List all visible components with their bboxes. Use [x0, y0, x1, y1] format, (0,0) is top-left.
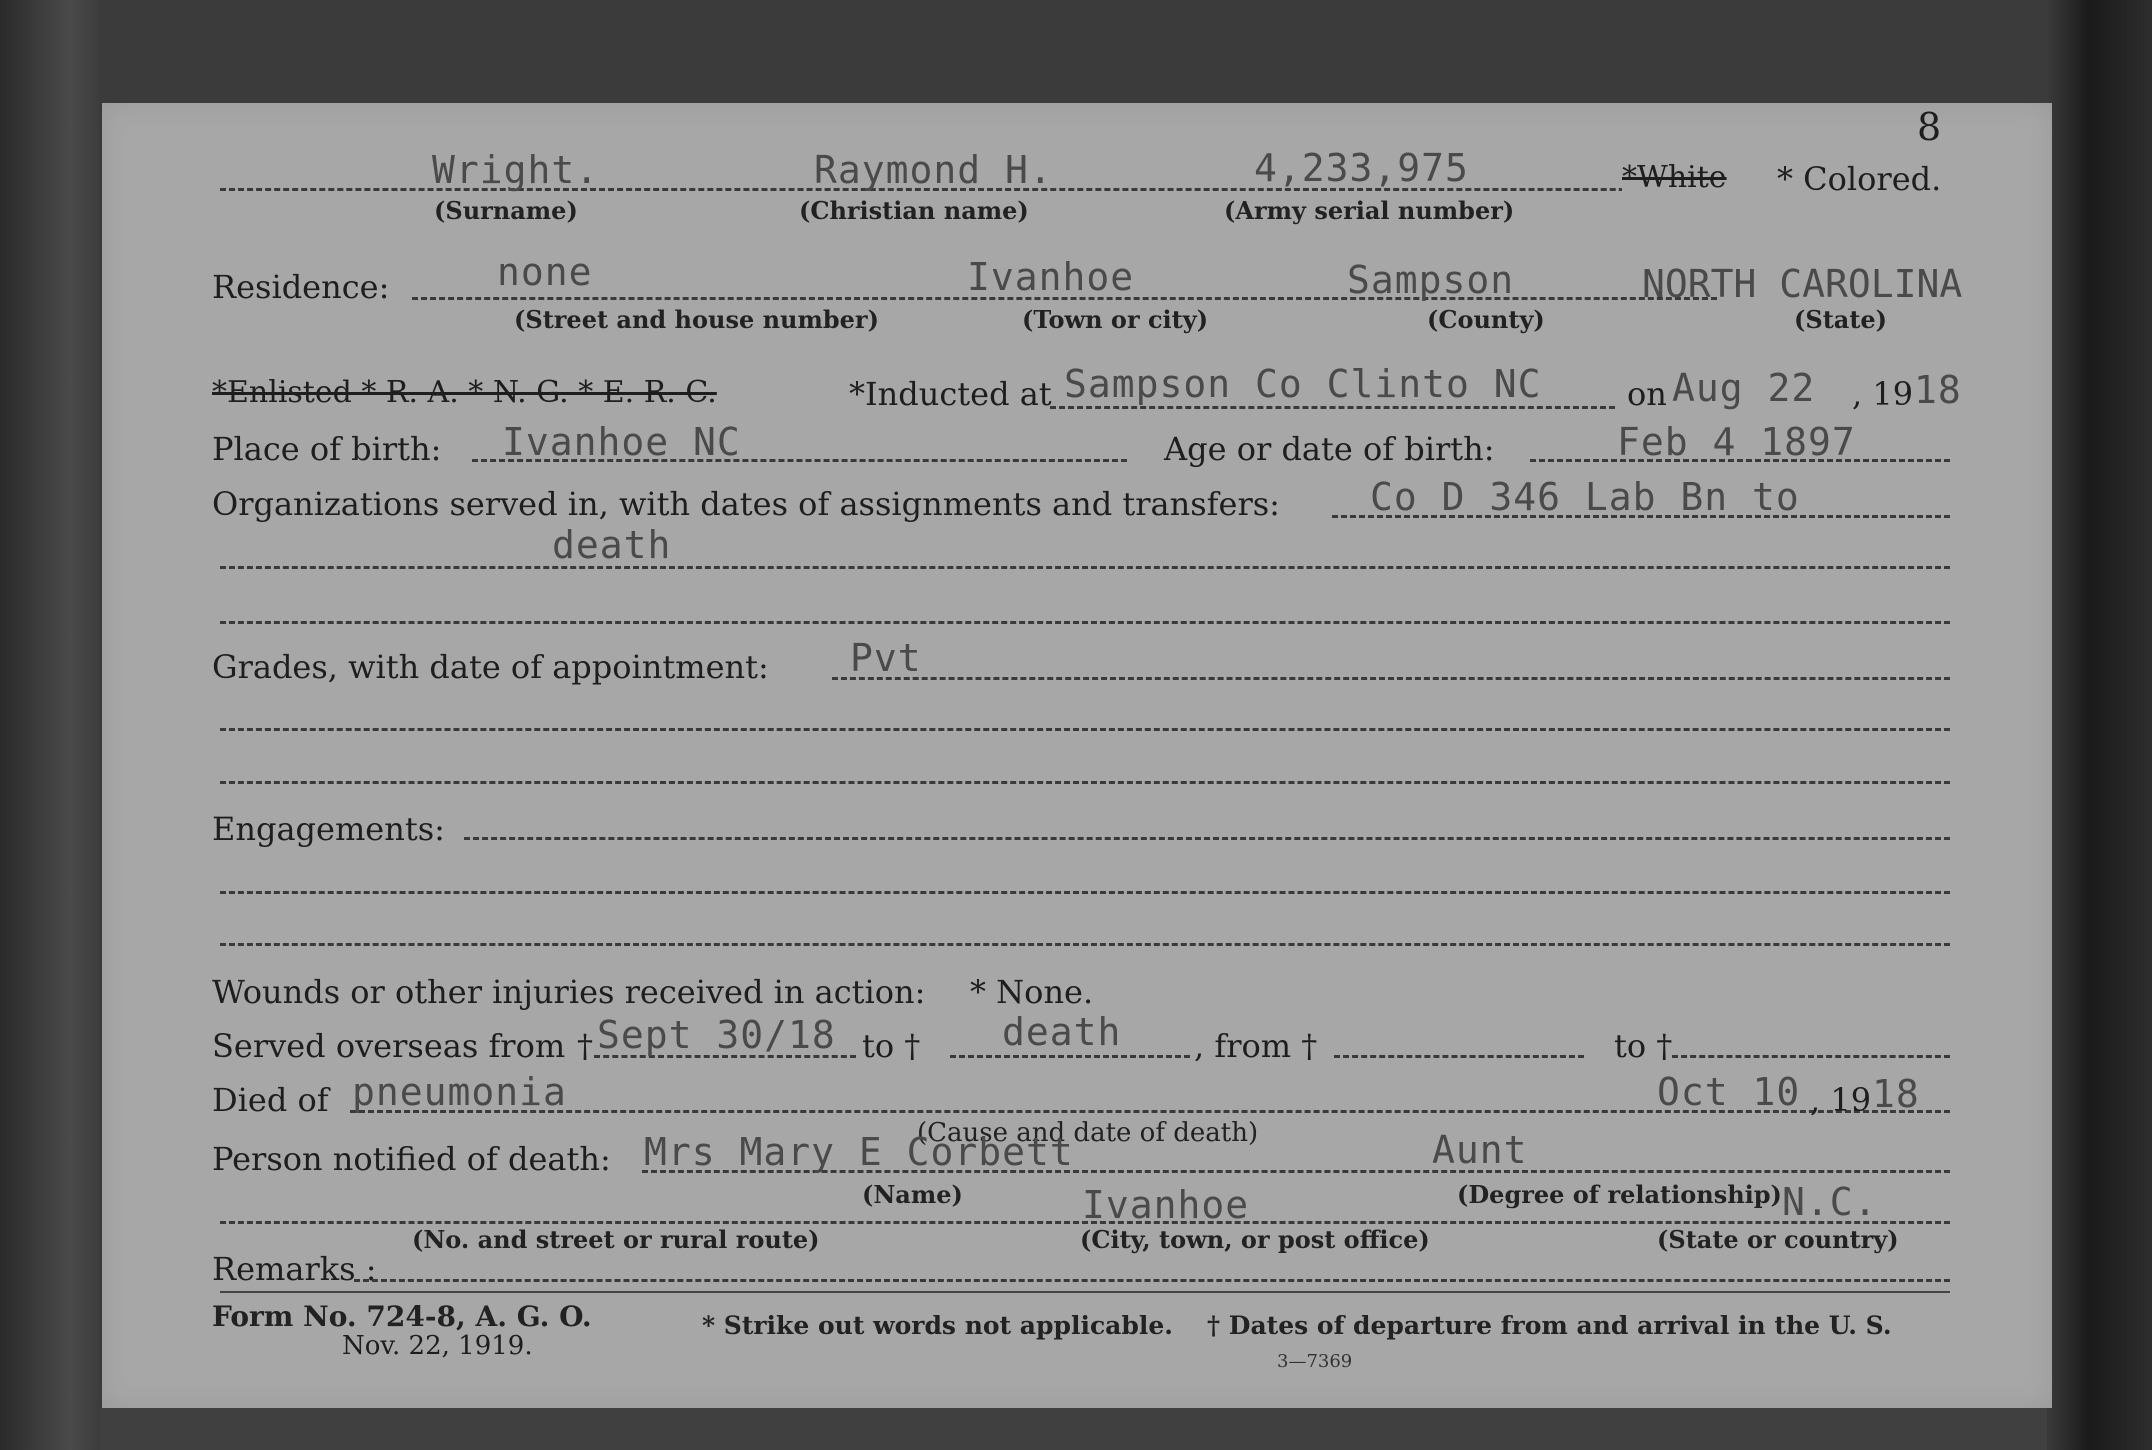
engagements-line-1: [464, 837, 1950, 840]
footer-rule: [220, 1291, 1950, 1293]
inducted-label: *Inducted at: [849, 375, 1052, 413]
street-caption: (Street and house number): [514, 305, 879, 334]
death-caption: (Cause and date of death): [917, 1118, 1259, 1148]
state-caption: (State): [1794, 305, 1888, 334]
overseas-from2-line: [1334, 1055, 1584, 1058]
overseas-from-value: Sept 30/18: [597, 1013, 836, 1057]
race-colored: * Colored.: [1777, 160, 1942, 198]
state-value: NORTH CAROLINA: [1642, 262, 1963, 306]
death-year-suffix: 18: [1872, 1072, 1920, 1116]
service-record-card: [102, 103, 2052, 1408]
engagements-label: Engagements:: [212, 810, 445, 848]
county-value: Sampson: [1347, 258, 1515, 302]
serial-number-value: 4,233,975: [1254, 146, 1469, 190]
wounds-value: * None.: [970, 973, 1094, 1011]
died-of-label: Died of: [212, 1081, 329, 1119]
grades-line-1: [832, 677, 1950, 680]
organizations-line-2: [220, 566, 1950, 569]
state-country-caption: (State or country): [1657, 1225, 1899, 1254]
serial-number-caption: (Army serial number): [1224, 196, 1515, 225]
inducted-date-value: Aug 22: [1672, 366, 1816, 410]
town-value: Ivanhoe: [967, 255, 1135, 299]
grades-line-3: [220, 781, 1950, 784]
grades-value: Pvt: [850, 636, 922, 680]
inducted-line: [1050, 406, 1615, 409]
notified-state-value: N.C.: [1782, 1180, 1878, 1224]
overseas-to2-label: to †: [1614, 1027, 1673, 1065]
surname-caption: (Surname): [434, 196, 578, 225]
wounds-label: Wounds or other injuries received in action:: [212, 973, 926, 1011]
overseas-dagger: †: [577, 1027, 593, 1065]
notified-name-value: Mrs Mary E Corbett: [644, 1130, 1074, 1174]
relationship-value: Aunt: [1432, 1128, 1528, 1172]
background-right: [2047, 0, 2152, 1450]
christian-name-caption: (Christian name): [799, 196, 1029, 225]
race-white-struck: *White: [1622, 160, 1727, 195]
overseas-from2-label: , from †: [1194, 1027, 1318, 1065]
age-label: Age or date of birth:: [1164, 430, 1495, 468]
organizations-value-2: death: [552, 523, 672, 567]
cause-of-death-value: pneumonia: [352, 1070, 567, 1114]
place-of-birth-value: Ivanhoe NC: [502, 420, 741, 464]
background-top: [100, 0, 2047, 105]
grades-line-2: [220, 728, 1950, 731]
remarks-label: Remarks :: [212, 1250, 377, 1288]
overseas-to-label: to †: [862, 1027, 921, 1065]
street-route-caption: (No. and street or rural route): [412, 1225, 820, 1254]
county-caption: (County): [1427, 305, 1545, 334]
form-date: Nov. 22, 1919.: [342, 1331, 533, 1361]
town-caption: (Town or city): [1022, 305, 1209, 334]
remarks-line: [354, 1279, 1950, 1282]
overseas-to-line: [950, 1055, 1190, 1058]
notified-city-value: Ivanhoe: [1082, 1183, 1250, 1227]
city-caption: (City, town, or post office): [1080, 1225, 1430, 1254]
christian-name-value: Raymond H.: [814, 148, 1053, 192]
dagger-note: † Dates of departure from and arrival in the U. S.: [1207, 1311, 1892, 1340]
place-of-birth-label: Place of birth:: [212, 430, 442, 468]
organizations-line-3: [220, 621, 1950, 624]
overseas-label: Served overseas from: [212, 1027, 566, 1065]
street-value: none: [497, 250, 593, 294]
background-left: [0, 0, 100, 1450]
background-bottom: [100, 1407, 2047, 1450]
strike-note: * Strike out words not applicable.: [702, 1311, 1173, 1340]
card-number: 8: [1917, 105, 1942, 149]
inducted-year-prefix: , 19: [1852, 375, 1914, 413]
overseas-to-value: death: [1002, 1010, 1122, 1054]
on-label: on: [1627, 375, 1667, 413]
enlisted-struck: *Enlisted * R. A. * N. G. * E. R. C.: [212, 375, 717, 410]
birth-date-value: Feb 4 1897: [1617, 420, 1856, 464]
inducted-at-value: Sampson Co Clinto NC: [1064, 362, 1542, 406]
overseas-to2-line: [1672, 1055, 1950, 1058]
inducted-year-suffix: 18: [1914, 368, 1962, 412]
residence-label: Residence:: [212, 268, 390, 306]
organizations-value-1: Co D 346 Lab Bn to: [1370, 475, 1800, 519]
relationship-caption: (Degree of relationship): [1457, 1180, 1782, 1209]
organizations-label: Organizations served in, with dates of assignments and transfers:: [212, 485, 1280, 523]
death-date-value: Oct 10: [1657, 1070, 1801, 1114]
notified-name-caption: (Name): [862, 1180, 963, 1209]
engagements-line-2: [220, 891, 1950, 894]
grades-label: Grades, with date of appointment:: [212, 648, 769, 686]
form-number: Form No. 724-8, A. G. O.: [212, 1300, 592, 1333]
death-year-prefix: , 19: [1810, 1081, 1872, 1119]
engagements-line-3: [220, 943, 1950, 946]
surname-value: Wright.: [432, 148, 600, 192]
print-code: 3—7369: [1277, 1351, 1353, 1372]
notified-label: Person notified of death:: [212, 1140, 611, 1178]
